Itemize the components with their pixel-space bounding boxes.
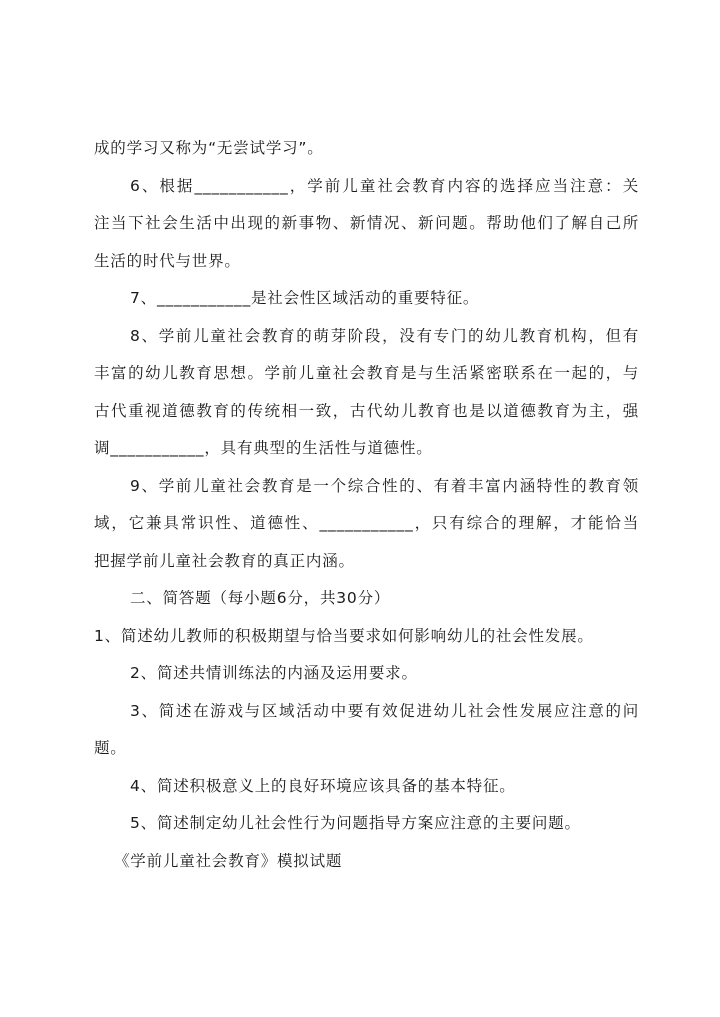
question-9-line-1: 9、学前儿童社会教育是一个综合性的、有着丰富内涵特性的教育领 [130,476,639,495]
short-answer-3-line-2: 题。 [94,739,127,757]
question-9-line-3: 把握学前儿童社会教育的真正内涵。 [94,551,355,570]
question-9-line-2: 域，它兼具常识性、道德性、___________，只有综合的理解，才能恰当 [94,514,639,532]
section-heading: 二、简答题（每小题6分，共30分） [130,589,391,607]
question-8-line-4: 调___________，具有典型的生活性与道德性。 [94,439,433,457]
question-6-line-2: 注当下社会生活中出现的新事物、新情况、新问题。帮助他们了解自己所 [94,214,639,232]
text-line: 成的学习又称为“无尝试学习”。 [94,139,324,157]
short-answer-2: 2、简述共情训练法的内涵及运用要求。 [130,664,418,682]
short-answer-3-line-1: 3、简述在游戏与区域活动中要有效促进幼儿社会性发展应注意的问 [130,701,639,720]
short-answer-4: 4、简述积极意义上的良好环境应该具备的基本特征。 [130,776,516,795]
question-8-line-1: 8、学前儿童社会教育的萌芽阶段，没有专门的幼儿教育机构，但有 [130,326,639,345]
document-body [94,130,639,880]
question-8-line-2: 丰富的幼儿教育思想。学前儿童社会教育是与生活紧密联系在一起的，与 [94,364,639,382]
short-answer-5: 5、简述制定幼儿社会性行为问题指导方案应注意的主要问题。 [130,814,581,832]
short-answer-1: 1、简述幼儿教师的积极期望与恰当要求如何影响幼儿的社会性发展。 [94,626,594,645]
question-7: 7、___________是社会性区域活动的重要特征。 [130,289,480,307]
exam-title: 《学前儿童社会教育》模拟试题 [114,851,343,870]
question-6-line-1: 6、根据___________，学前儿童社会教育内容的选择应当注意：关 [130,176,639,195]
question-6-line-3: 生活的时代与世界。 [94,251,241,270]
question-8-line-3: 古代重视道德教育的传统相一致，古代幼儿教育也是以道德教育为主，强 [94,401,639,420]
